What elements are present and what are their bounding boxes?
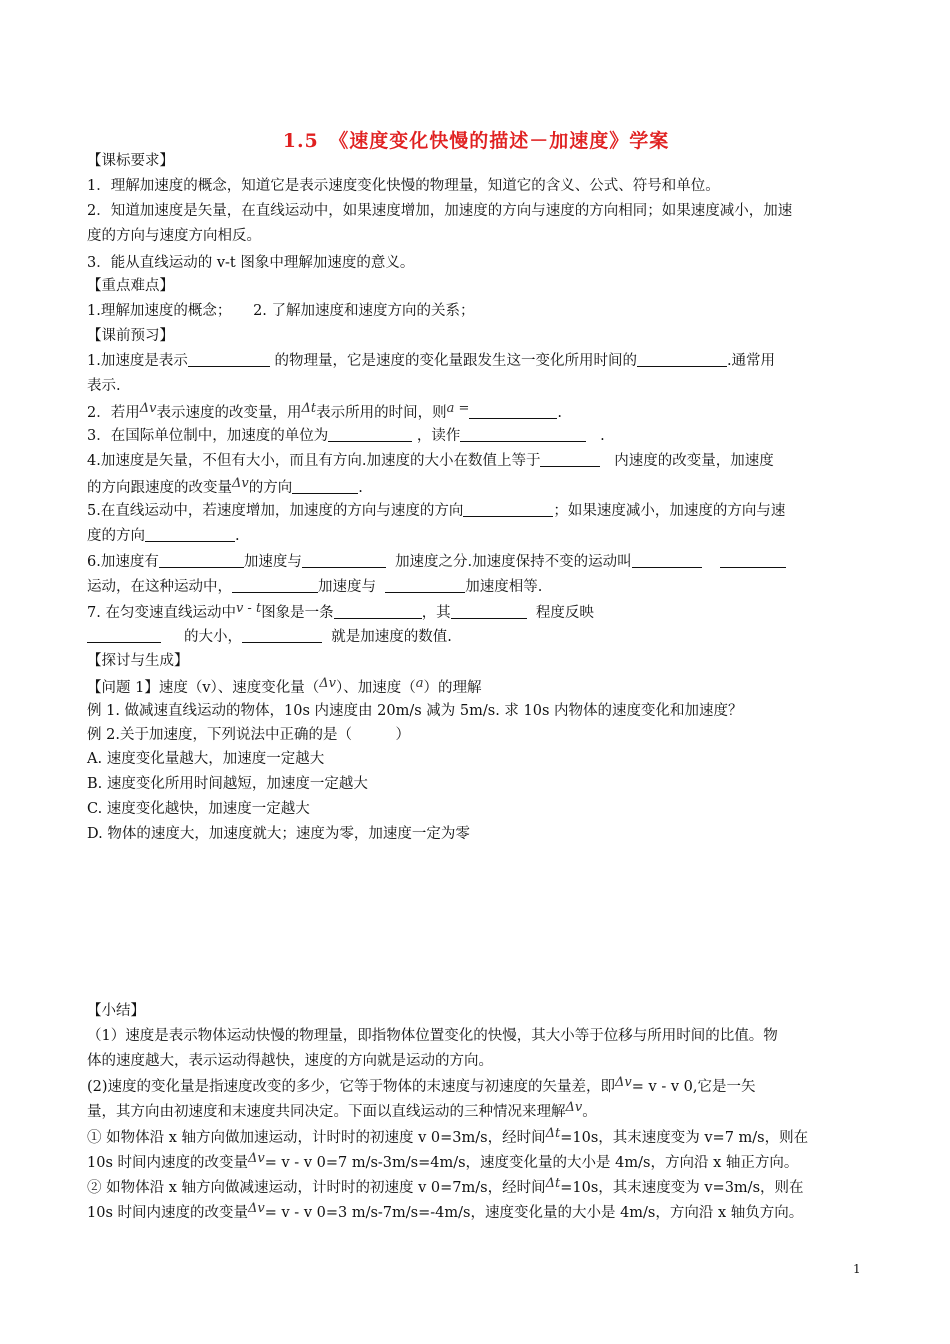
option-a: A. 速度变化量越大，加速度一定越大 bbox=[87, 751, 325, 767]
question-1 bbox=[87, 677, 865, 700]
text: 的方向 bbox=[248, 480, 293, 496]
answer-blank[interactable] bbox=[159, 552, 244, 568]
text: 就是加速度的数值. bbox=[331, 629, 452, 645]
answer-blank[interactable] bbox=[328, 426, 412, 442]
answer-blank[interactable] bbox=[334, 603, 422, 619]
text: (2)速度的变化量是指速度改变的多少，它等于物体的末速度与初速度的矢量差，即 bbox=[87, 1079, 616, 1095]
text: =10s，其末速度变为 v=3m/s，则在 bbox=[560, 1180, 804, 1196]
text: 加速度之分.加速度保持不变的运动叫 bbox=[395, 554, 632, 570]
delta-v-symbol: Δv bbox=[139, 401, 157, 416]
text: 2．若用 bbox=[87, 405, 140, 421]
answer-blank[interactable] bbox=[145, 526, 235, 542]
standard-item-2-cont: 度的方向与速度方向相反。 bbox=[87, 228, 261, 244]
summary-2-cont bbox=[87, 1101, 865, 1124]
text: ② 如物体沿 x 轴方向做减速运动，计时时的初速度 v 0=7m/s，经时间 bbox=[87, 1180, 546, 1196]
standard-item-3: 3．能从直线运动的 v-t 图象中理解加速度的意义。 bbox=[87, 255, 415, 271]
preview-item-4-cont bbox=[87, 477, 865, 500]
answer-blank[interactable] bbox=[87, 627, 161, 643]
summary-1-cont: 体的速度越大，表示运动得越快，速度的方向就是运动的方向。 bbox=[87, 1053, 493, 1069]
text: 量，其方向由初速度和末速度共同决定。下面以直线运动的三种情况来理解 bbox=[87, 1104, 566, 1120]
page-title: 1.5 《速度变化快慢的描述－加速度》学案 bbox=[282, 130, 670, 152]
delta-v-symbol: Δv bbox=[248, 1151, 265, 1166]
text: 的方向跟速度的改变量 bbox=[87, 480, 232, 496]
answer-blank[interactable] bbox=[463, 501, 553, 517]
preview-item-6 bbox=[87, 551, 865, 573]
text: ；如果速度减小，加速度的方向与速 bbox=[553, 503, 786, 519]
text: ，其 bbox=[421, 605, 451, 621]
preview-item-2 bbox=[87, 402, 865, 425]
delta-v-symbol: Δv bbox=[319, 676, 337, 691]
summary-case-2-cont bbox=[87, 1202, 865, 1225]
text: . bbox=[235, 528, 240, 544]
text: 度的方向 bbox=[87, 528, 145, 544]
key-points-line: 1.理解加速度的概念； 2. 了解加速度和速度方向的关系； bbox=[87, 303, 475, 319]
delta-t-symbol: Δt bbox=[545, 1176, 561, 1191]
page-number: 1 bbox=[853, 1262, 861, 1276]
text: 5.在直线运动中，若速度增加，加速度的方向与速度的方向 bbox=[87, 503, 464, 519]
text: 的大小， bbox=[184, 629, 243, 645]
v-t-symbol: v - t bbox=[235, 601, 262, 616]
answer-blank[interactable] bbox=[720, 552, 786, 568]
text: 程度反映 bbox=[535, 605, 594, 621]
text: = v - v 0,它是一矢 bbox=[631, 1079, 756, 1095]
text: 加速度与 bbox=[243, 554, 302, 570]
section-heading-key-points: 【重点难点】 bbox=[87, 278, 174, 294]
delta-v-symbol: Δv bbox=[615, 1075, 632, 1090]
text: 表示速度的改变量，用 bbox=[156, 405, 302, 421]
text: 表示所用的时间，则 bbox=[316, 405, 447, 421]
answer-blank[interactable] bbox=[188, 351, 270, 367]
text: 。 bbox=[582, 1104, 597, 1120]
text: 运动，在这种运动中， bbox=[87, 579, 232, 595]
answer-blank[interactable] bbox=[292, 478, 358, 494]
text: 加速度相等. bbox=[465, 579, 543, 595]
text: ① 如物体沿 x 轴方向做加速运动，计时时的初速度 v 0=3m/s，经时间 bbox=[87, 1130, 546, 1146]
option-c: C. 速度变化越快，加速度一定越大 bbox=[87, 801, 310, 817]
text: 10s 时间内速度的改变量 bbox=[87, 1205, 249, 1221]
standard-item-1: 1．理解加速度的概念，知道它是表示速度变化快慢的物理量，知道它的含义、公式、符号和单位。 bbox=[87, 178, 720, 194]
text: . bbox=[557, 405, 562, 421]
a-symbol: a bbox=[415, 676, 424, 691]
section-heading-preview: 【课前预习】 bbox=[87, 328, 174, 344]
text: 6.加速度有 bbox=[87, 554, 159, 570]
delta-v-symbol: Δv bbox=[565, 1100, 583, 1115]
text: . bbox=[358, 480, 363, 496]
text: 10s 时间内速度的改变量 bbox=[87, 1155, 249, 1171]
text: 1.加速度是表示 bbox=[87, 353, 188, 369]
delta-t-symbol: Δt bbox=[545, 1126, 561, 1141]
option-b: B. 速度变化所用时间越短，加速度一定越大 bbox=[87, 776, 368, 792]
preview-item-7-cont bbox=[87, 626, 865, 648]
text: 7. 在匀变速直线运动中 bbox=[87, 605, 236, 621]
text: = v - v 0=3 m/s-7m/s=-4m/s，速度变化量的大小是 4m/s，方向沿 x 轴负方向。 bbox=[264, 1205, 804, 1221]
text: 内速度的改变量，加速度 bbox=[614, 453, 774, 469]
section-heading-standards: 【课标要求】 bbox=[87, 153, 174, 169]
preview-item-3 bbox=[87, 425, 865, 447]
delta-v-symbol: Δv bbox=[248, 1201, 265, 1216]
preview-item-1 bbox=[87, 350, 865, 372]
answer-blank[interactable] bbox=[232, 577, 318, 593]
a-equals-symbol: a = bbox=[446, 401, 470, 416]
summary-case-1 bbox=[87, 1127, 865, 1150]
summary-1: （1）速度是表示物体运动快慢的物理量，即指物体位置变化的快慢，其大小等于位移与所用时间的比值。物 bbox=[87, 1028, 778, 1044]
preview-item-5 bbox=[87, 500, 865, 522]
text: . bbox=[600, 428, 605, 444]
text: 【问题 1】速度（v）、速度变化量（ bbox=[87, 680, 320, 696]
preview-item-7 bbox=[87, 602, 865, 625]
preview-item-5-cont bbox=[87, 525, 865, 547]
answer-blank[interactable] bbox=[302, 552, 386, 568]
preview-item-1-cont: 表示. bbox=[87, 378, 121, 394]
answer-blank[interactable] bbox=[451, 603, 527, 619]
answer-blank[interactable] bbox=[242, 627, 322, 643]
delta-t-symbol: Δt bbox=[301, 401, 317, 416]
text: = v - v 0=7 m/s-3m/s=4m/s，速度变化量的大小是 4m/s，方向沿 x 轴正方向。 bbox=[264, 1155, 799, 1171]
text: 图象是一条 bbox=[261, 605, 334, 621]
answer-blank[interactable] bbox=[460, 426, 586, 442]
text: ）的理解 bbox=[423, 680, 482, 696]
answer-blank[interactable] bbox=[540, 451, 600, 467]
preview-item-4 bbox=[87, 450, 865, 472]
summary-case-2 bbox=[87, 1177, 865, 1200]
text: 3．在国际单位制中，加速度的单位为 bbox=[87, 428, 329, 444]
text: ，读作 bbox=[416, 428, 461, 444]
answer-blank[interactable] bbox=[637, 351, 727, 367]
example-1: 例 1. 做减速直线运动的物体，10s 内速度由 20m/s 减为 5m/s. 求 10s 内物体的速度变化和加速度？ bbox=[87, 703, 743, 719]
summary-2 bbox=[87, 1076, 865, 1099]
summary-case-1-cont bbox=[87, 1152, 865, 1175]
text: 4.加速度是矢量，不但有大小，而且有方向.加速度的大小在数值上等于 bbox=[87, 453, 541, 469]
answer-blank[interactable] bbox=[632, 552, 702, 568]
answer-blank[interactable] bbox=[385, 577, 465, 593]
standard-item-2: 2．知道加速度是矢量，在直线运动中，如果速度增加，加速度的方向与速度的方向相同；如果速度减小，加速 bbox=[87, 203, 793, 219]
text: =10s，其末速度变为 v=7 m/s，则在 bbox=[560, 1130, 809, 1146]
preview-item-6-cont bbox=[87, 576, 865, 598]
text: 的物理量，它是速度的变化量跟发生这一变化所用时间的 bbox=[269, 353, 637, 369]
delta-v-symbol: Δv bbox=[232, 476, 249, 491]
text: .通常用 bbox=[726, 353, 776, 369]
text: 加速度与 bbox=[318, 579, 376, 595]
answer-blank[interactable] bbox=[469, 403, 557, 419]
text: ）、加速度（ bbox=[336, 680, 416, 696]
section-heading-discussion: 【探讨与生成】 bbox=[87, 653, 189, 669]
example-2: 例 2.关于加速度，下列说法中正确的是（ ） bbox=[87, 727, 410, 743]
option-d: D. 物体的速度大，加速度就大；速度为零，加速度一定为零 bbox=[87, 826, 470, 842]
section-heading-summary: 【小结】 bbox=[87, 1003, 145, 1019]
